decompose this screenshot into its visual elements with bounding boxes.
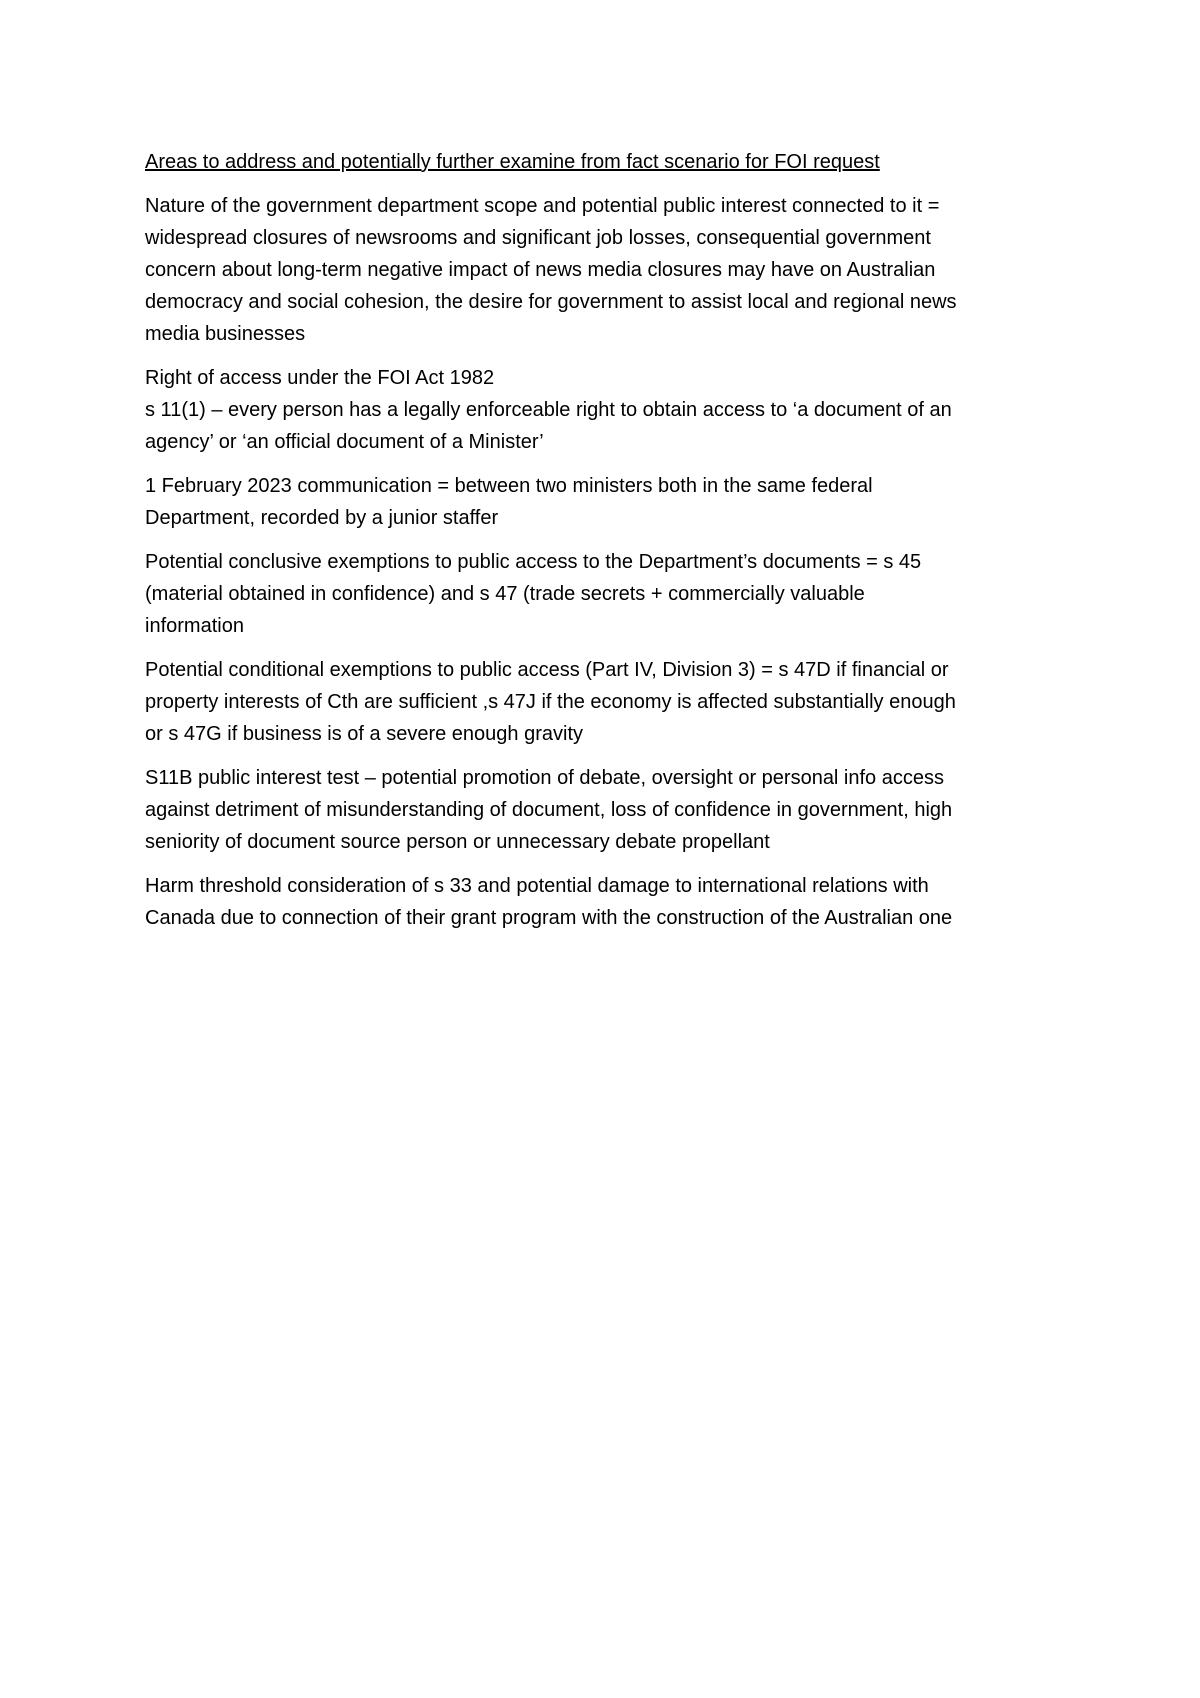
paragraph-line: Right of access under the FOI Act 1982 [145, 367, 495, 389]
paragraph-news-media-scope [145, 190, 1065, 350]
paragraph-line: against detriment of misunderstanding of document, loss of confidence in government, high [145, 799, 953, 821]
paragraph-line: S11B public interest test – potential promotion of debate, oversight or personal info access [145, 767, 944, 789]
paragraph-line: concern about long-term negative impact of news media closures may have on Australian [145, 259, 936, 281]
paragraph-line: Potential conclusive exemptions to public access to the Department’s documents = s 45 [145, 551, 922, 573]
paragraph-conditional-exemptions [145, 654, 1065, 750]
paragraph-line: (material obtained in confidence) and s 47 (trade secrets + commercially valuable [145, 583, 865, 605]
paragraph-line: media businesses [145, 323, 306, 345]
paragraph-line: agency’ or ‘an official document of a Minister’ [145, 431, 544, 453]
paragraph-line: or s 47G if business is of a severe enough gravity [145, 723, 584, 745]
paragraph-communication [145, 470, 1065, 534]
paragraph-harm-threshold [145, 870, 1065, 934]
paragraph-line: seniority of document source person or unnecessary debate propellant [145, 831, 770, 853]
paragraph-line: Nature of the government department scope and potential public interest connected to it = [145, 195, 940, 217]
document-heading: Areas to address and potentially further examine from fact scenario for FOI request [145, 151, 880, 173]
paragraph-line: democracy and social cohesion, the desire for government to assist local and regional news [145, 291, 957, 313]
paragraph-right-of-access [145, 362, 1065, 458]
paragraph-line: Canada due to connection of their grant program with the construction of the Australian one [145, 907, 953, 929]
paragraph-line: s 11(1) – every person has a legally enforceable right to obtain access to ‘a document of an [145, 399, 952, 421]
paragraph-line: information [145, 615, 244, 637]
paragraph-line: Harm threshold consideration of s 33 and potential damage to international relations with [145, 875, 929, 897]
paragraph-conclusive-exemptions [145, 546, 1065, 642]
paragraph-line: Potential conditional exemptions to public access (Part IV, Division 3) = s 47D if financial or [145, 659, 949, 681]
paragraph-line: 1 February 2023 communication = between two ministers both in the same federal [145, 475, 873, 497]
paragraph-line: Department, recorded by a junior staffer [145, 507, 499, 529]
document-body [145, 146, 1065, 946]
paragraph-public-interest-test [145, 762, 1065, 858]
paragraph-line: property interests of Cth are sufficient ,s 47J if the economy is affected substantially enough [145, 691, 956, 713]
paragraph-line: widespread closures of newsrooms and significant job losses, consequential government [145, 227, 931, 249]
